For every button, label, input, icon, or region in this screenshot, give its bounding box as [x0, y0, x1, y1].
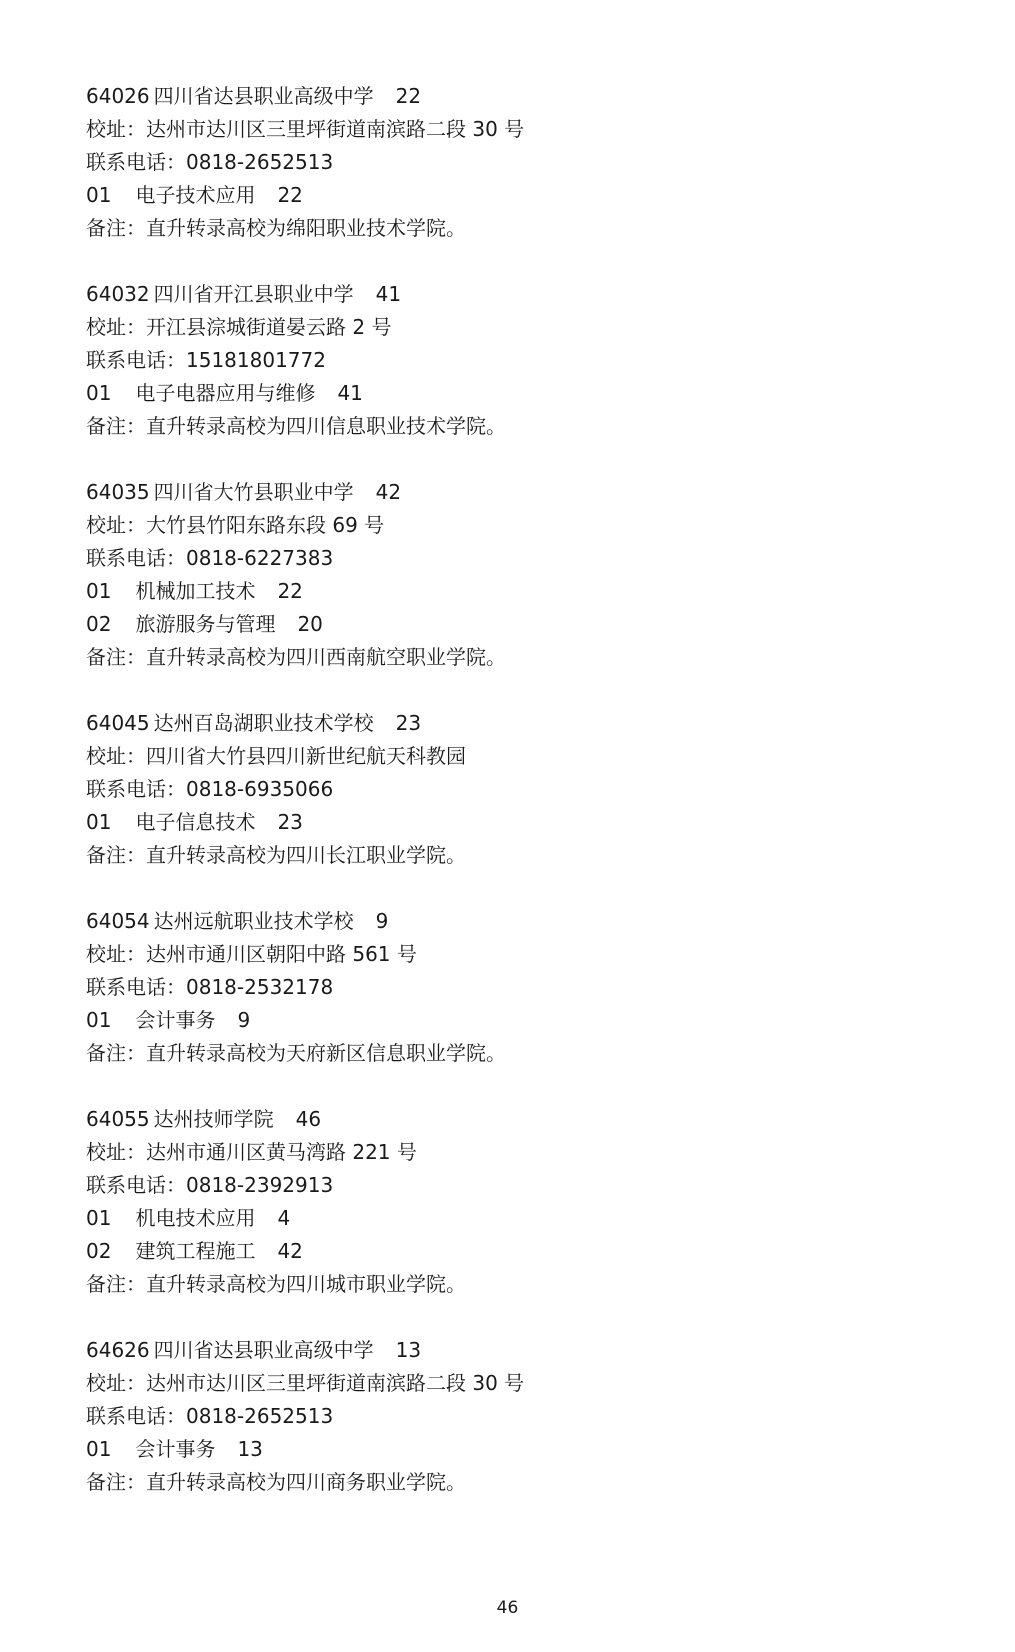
major-name: 会计事务: [135, 1437, 216, 1461]
school-entry: [86, 707, 966, 872]
school-total: 42: [375, 480, 402, 504]
school-phone: [86, 971, 966, 1004]
address-value: 达州市通川区朝阳中路 561 号: [146, 942, 417, 966]
phone-value: 0818-2652513: [186, 150, 334, 174]
address-label: 校址：: [86, 744, 146, 768]
note-label: 备注：: [86, 414, 146, 438]
school-name: 达州百岛湖职业技术学校: [153, 711, 374, 735]
school-code: 64035: [86, 480, 150, 504]
major-count: 23: [277, 810, 303, 834]
school-note: [86, 641, 966, 674]
major-row: [86, 1004, 966, 1037]
address-value: 大竹县竹阳东路东段 69 号: [146, 513, 385, 537]
phone-label: 联系电话：: [86, 348, 186, 372]
note-label: 备注：: [86, 216, 146, 240]
major-name: 电子技术应用: [135, 183, 256, 207]
major-code: 01: [86, 579, 112, 603]
school-entry: [86, 1103, 966, 1301]
school-phone: [86, 1400, 966, 1433]
school-code: 64045: [86, 711, 150, 735]
major-name: 建筑工程施工: [135, 1239, 256, 1263]
major-count: 9: [237, 1008, 251, 1032]
note-label: 备注：: [86, 645, 146, 669]
address-value: 达州市通川区黄马湾路 221 号: [146, 1140, 417, 1164]
major-row: [86, 1235, 966, 1268]
major-code: 01: [86, 1008, 112, 1032]
major-code: 01: [86, 1437, 112, 1461]
school-code: 64054: [86, 909, 150, 933]
note-label: 备注：: [86, 1470, 146, 1494]
major-code: 02: [86, 612, 112, 636]
note-value: 直升转录高校为绵阳职业技术学院。: [146, 216, 466, 240]
school-entry: [86, 1334, 966, 1499]
school-address: [86, 1136, 966, 1169]
school-entry: [86, 278, 966, 443]
school-address: [86, 509, 966, 542]
school-address: [86, 113, 966, 146]
major-name: 机械加工技术: [135, 579, 256, 603]
major-count: 22: [277, 579, 303, 603]
school-name: 四川省达县职业高级中学: [153, 84, 374, 108]
school-entry: [86, 80, 966, 245]
document-body: [86, 80, 966, 1532]
major-row: [86, 1433, 966, 1466]
major-count: 41: [337, 381, 363, 405]
address-label: 校址：: [86, 942, 146, 966]
phone-value: 15181801772: [186, 348, 326, 372]
school-phone: [86, 773, 966, 806]
school-code: 64026: [86, 84, 150, 108]
address-label: 校址：: [86, 315, 146, 339]
address-value: 四川省大竹县四川新世纪航天科教园: [146, 744, 466, 768]
major-name: 旅游服务与管理: [135, 612, 276, 636]
address-value: 达州市达川区三里坪街道南滨路二段 30 号: [146, 1371, 525, 1395]
phone-value: 0818-6935066: [186, 777, 334, 801]
major-count: 42: [277, 1239, 303, 1263]
address-label: 校址：: [86, 513, 146, 537]
school-note: [86, 1037, 966, 1070]
phone-label: 联系电话：: [86, 1173, 186, 1197]
major-name: 电子信息技术: [135, 810, 256, 834]
major-row: [86, 806, 966, 839]
major-code: 01: [86, 183, 112, 207]
school-name: 四川省大竹县职业中学: [153, 480, 354, 504]
address-label: 校址：: [86, 1140, 146, 1164]
address-value: 达州市达川区三里坪街道南滨路二段 30 号: [146, 117, 525, 141]
address-value: 开江县淙城街道晏云路 2 号: [146, 315, 392, 339]
school-header: [86, 707, 966, 740]
school-code: 64626: [86, 1338, 150, 1362]
major-row: [86, 1202, 966, 1235]
phone-label: 联系电话：: [86, 546, 186, 570]
phone-label: 联系电话：: [86, 777, 186, 801]
school-code: 64055: [86, 1107, 150, 1131]
major-row: [86, 179, 966, 212]
page-number: 46: [496, 1598, 519, 1618]
phone-label: 联系电话：: [86, 150, 186, 174]
note-value: 直升转录高校为天府新区信息职业学院。: [146, 1041, 506, 1065]
school-phone: [86, 542, 966, 575]
major-code: 01: [86, 1206, 112, 1230]
phone-value: 0818-6227383: [186, 546, 334, 570]
school-total: 13: [395, 1338, 422, 1362]
phone-value: 0818-2652513: [186, 1404, 334, 1428]
school-header: [86, 278, 966, 311]
school-total: 9: [375, 909, 389, 933]
school-phone: [86, 344, 966, 377]
phone-label: 联系电话：: [86, 1404, 186, 1428]
school-address: [86, 938, 966, 971]
phone-label: 联系电话：: [86, 975, 186, 999]
school-note: [86, 1466, 966, 1499]
note-value: 直升转录高校为四川商务职业学院。: [146, 1470, 466, 1494]
phone-value: 0818-2532178: [186, 975, 334, 999]
note-value: 直升转录高校为四川城市职业学院。: [146, 1272, 466, 1296]
address-label: 校址：: [86, 1371, 146, 1395]
school-note: [86, 410, 966, 443]
school-header: [86, 476, 966, 509]
school-entry: [86, 905, 966, 1070]
school-name: 达州远航职业技术学校: [153, 909, 354, 933]
note-label: 备注：: [86, 1272, 146, 1296]
major-code: 02: [86, 1239, 112, 1263]
school-name: 四川省达县职业高级中学: [153, 1338, 374, 1362]
school-header: [86, 1334, 966, 1367]
school-name: 四川省开江县职业中学: [153, 282, 354, 306]
school-entry: [86, 476, 966, 674]
school-total: 22: [395, 84, 422, 108]
school-note: [86, 212, 966, 245]
school-total: 46: [295, 1107, 322, 1131]
school-phone: [86, 146, 966, 179]
school-total: 41: [375, 282, 402, 306]
major-count: 4: [277, 1206, 291, 1230]
school-note: [86, 1268, 966, 1301]
major-name: 会计事务: [135, 1008, 216, 1032]
school-address: [86, 1367, 966, 1400]
major-row: [86, 575, 966, 608]
phone-value: 0818-2392913: [186, 1173, 334, 1197]
school-header: [86, 905, 966, 938]
major-row: [86, 377, 966, 410]
school-address: [86, 740, 966, 773]
school-code: 64032: [86, 282, 150, 306]
school-header: [86, 80, 966, 113]
major-code: 01: [86, 810, 112, 834]
major-code: 01: [86, 381, 112, 405]
note-value: 直升转录高校为四川信息职业技术学院。: [146, 414, 506, 438]
note-label: 备注：: [86, 1041, 146, 1065]
address-label: 校址：: [86, 117, 146, 141]
major-count: 13: [237, 1437, 263, 1461]
major-row: [86, 608, 966, 641]
note-value: 直升转录高校为四川西南航空职业学院。: [146, 645, 506, 669]
note-value: 直升转录高校为四川长江职业学院。: [146, 843, 466, 867]
major-count: 22: [277, 183, 303, 207]
major-count: 20: [297, 612, 323, 636]
school-address: [86, 311, 966, 344]
school-note: [86, 839, 966, 872]
major-name: 电子电器应用与维修: [135, 381, 316, 405]
school-name: 达州技师学院: [153, 1107, 274, 1131]
school-header: [86, 1103, 966, 1136]
note-label: 备注：: [86, 843, 146, 867]
school-phone: [86, 1169, 966, 1202]
school-total: 23: [395, 711, 422, 735]
major-name: 机电技术应用: [135, 1206, 256, 1230]
